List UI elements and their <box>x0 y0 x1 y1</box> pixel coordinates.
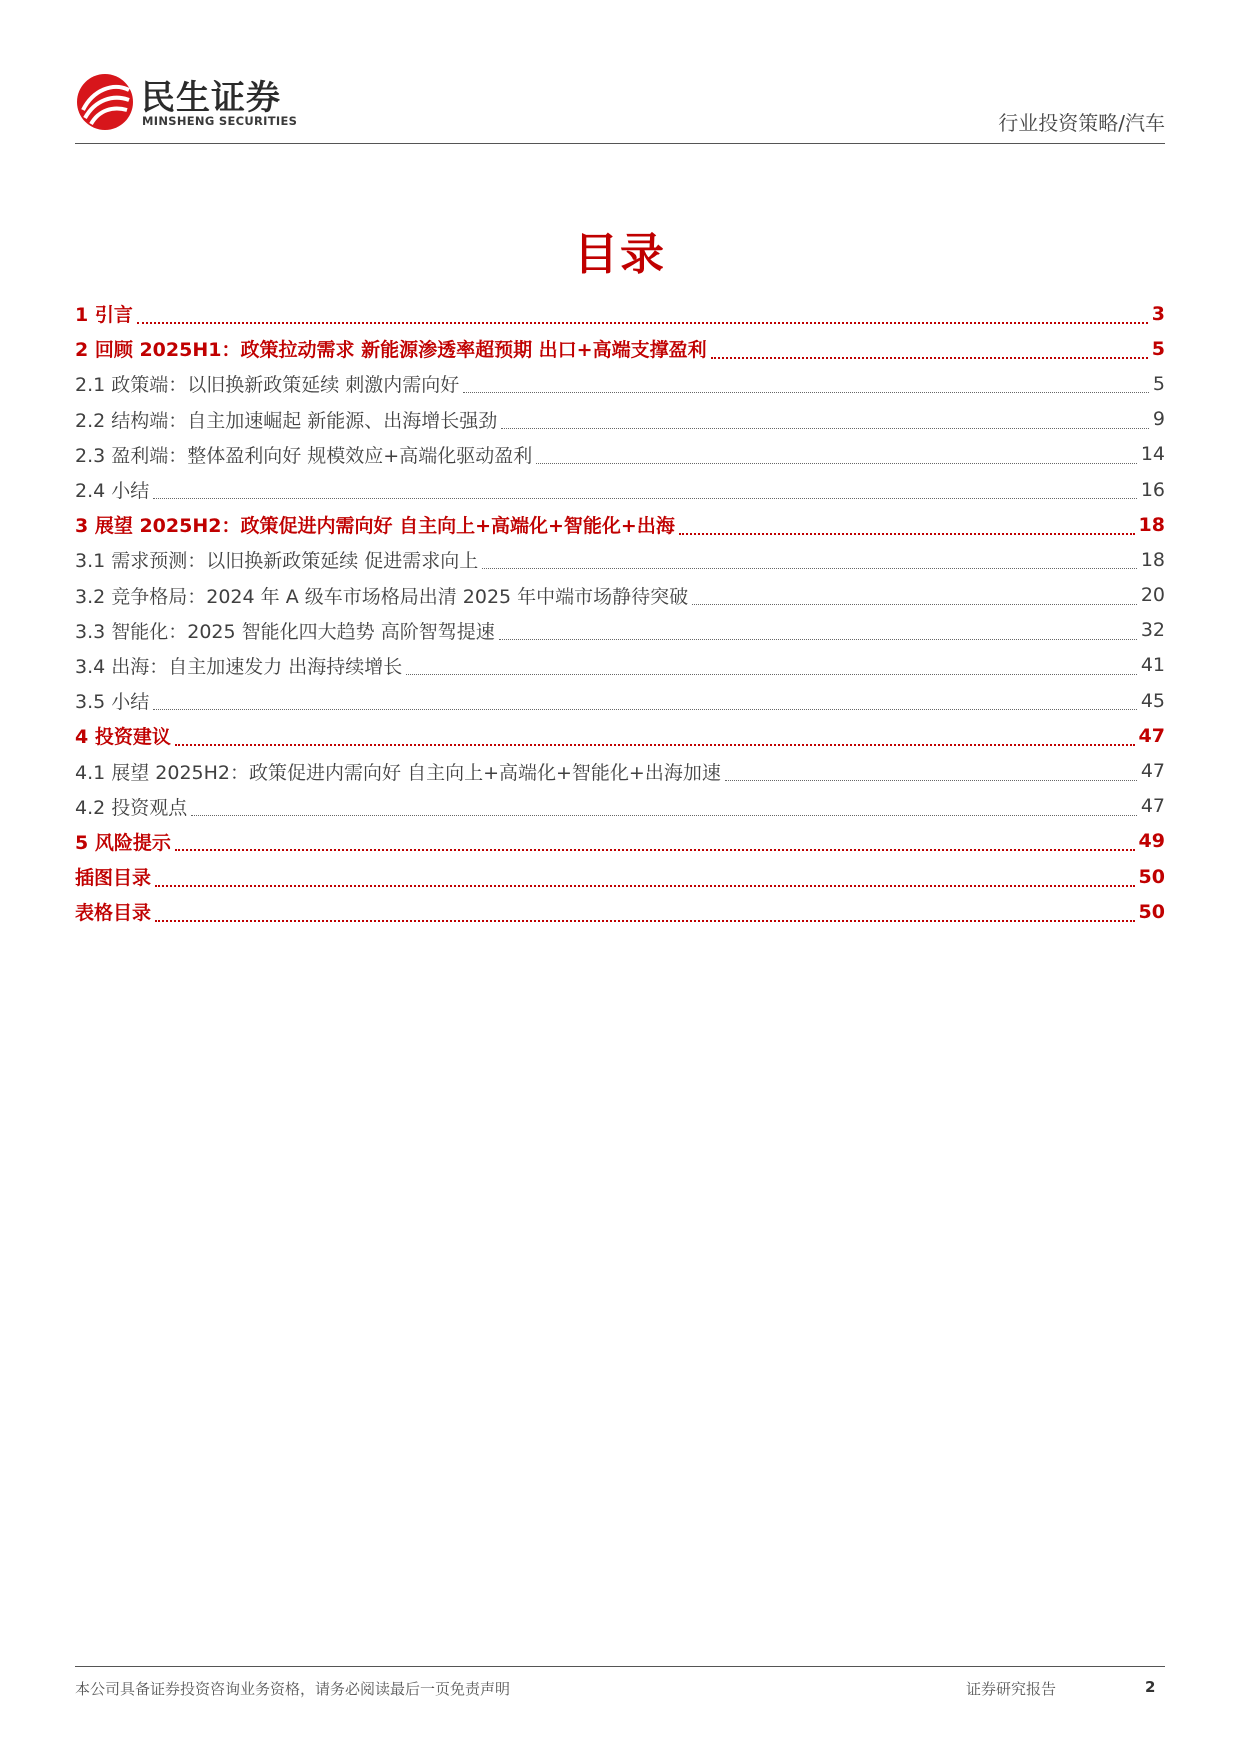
toc-entry-label[interactable]: 插图目录 <box>75 867 152 890</box>
report-category: 行业投资策略/汽车 <box>998 111 1165 135</box>
toc-entry-page[interactable]: 50 <box>1138 900 1165 923</box>
toc-leader-dots <box>191 815 1137 816</box>
toc-entry[interactable] <box>75 683 1165 718</box>
toc-leader-dots <box>501 428 1149 429</box>
toc-leader-dots <box>499 639 1137 640</box>
header-divider <box>75 143 1165 144</box>
toc-entry-label[interactable]: 3.5 小结 <box>75 691 150 714</box>
footer-disclaimer: 本公司具备证券投资咨询业务资格，请务必阅读最后一页免责声明 <box>75 1680 511 1698</box>
table-of-contents <box>75 296 1165 929</box>
toc-entry[interactable] <box>75 859 1165 894</box>
toc-entry-page[interactable]: 9 <box>1152 408 1165 431</box>
toc-entry[interactable] <box>75 613 1165 648</box>
toc-entry[interactable] <box>75 437 1165 472</box>
toc-entry-label[interactable]: 4.2 投资观点 <box>75 796 188 819</box>
toc-entry-label[interactable]: 2.2 结构端：自主加速崛起 新能源、出海增长强劲 <box>75 409 498 432</box>
page-title: 目录 <box>574 229 666 280</box>
toc-entry-label[interactable]: 2.3 盈利端：整体盈利向好 规模效应+高端化驱动盈利 <box>75 444 533 467</box>
toc-entry-label[interactable]: 表格目录 <box>75 902 152 925</box>
toc-entry[interactable] <box>75 366 1165 401</box>
toc-entry-page[interactable]: 45 <box>1140 689 1165 712</box>
toc-entry[interactable] <box>75 331 1165 366</box>
logo-chinese-name: 民生证券 <box>141 78 281 118</box>
toc-entry-page[interactable]: 47 <box>1140 795 1165 818</box>
minsheng-logo-icon <box>75 72 135 132</box>
toc-entry-page[interactable]: 47 <box>1140 760 1165 783</box>
toc-entry-label[interactable]: 4 投资建议 <box>75 726 171 749</box>
toc-entry-page[interactable]: 5 <box>1152 372 1165 395</box>
logo-english-name: MINSHENG SECURITIES <box>142 114 298 128</box>
toc-entry[interactable] <box>75 542 1165 577</box>
toc-entry-label[interactable]: 3.4 出海：自主加速发力 出海持续增长 <box>75 655 403 678</box>
toc-entry-label[interactable]: 1 引言 <box>75 304 133 327</box>
toc-entry-page[interactable]: 20 <box>1140 584 1165 607</box>
toc-leader-dots <box>679 533 1135 535</box>
toc-entry[interactable] <box>75 296 1165 331</box>
toc-entry[interactable] <box>75 894 1165 929</box>
toc-leader-dots <box>175 849 1135 851</box>
toc-entry-page[interactable]: 50 <box>1138 865 1165 888</box>
toc-leader-dots <box>175 744 1135 746</box>
toc-leader-dots <box>482 568 1137 569</box>
toc-entry-page[interactable]: 14 <box>1140 443 1165 466</box>
toc-leader-dots <box>692 604 1137 605</box>
toc-entry-label[interactable]: 3.2 竞争格局：2024 年 A 级车市场格局出清 2025 年中端市场静待突破 <box>75 585 689 608</box>
toc-leader-dots <box>536 463 1137 464</box>
toc-entry-page[interactable]: 49 <box>1138 830 1165 853</box>
toc-entry-label[interactable]: 4.1 展望 2025H2：政策促进内需向好 自主向上+高端化+智能化+出海加速 <box>75 761 721 784</box>
toc-entry[interactable] <box>75 472 1165 507</box>
toc-entry-label[interactable]: 2 回顾 2025H1：政策拉动需求 新能源渗透率超预期 出口+高端支撑盈利 <box>75 339 707 362</box>
toc-entry-label[interactable]: 5 风险提示 <box>75 831 171 854</box>
toc-leader-dots <box>725 780 1137 781</box>
toc-entry-label[interactable]: 3 展望 2025H2：政策促进内需向好 自主向上+高端化+智能化+出海 <box>75 515 675 538</box>
toc-leader-dots <box>153 498 1137 499</box>
company-logo <box>75 66 315 136</box>
toc-entry-page[interactable]: 32 <box>1140 619 1165 642</box>
toc-entry-page[interactable]: 18 <box>1140 548 1165 571</box>
page-number: 2 <box>1145 1678 1156 1696</box>
toc-leader-dots <box>153 709 1137 710</box>
footer-divider <box>75 1666 1165 1667</box>
toc-entry-page[interactable]: 5 <box>1151 337 1165 360</box>
toc-entry[interactable] <box>75 824 1165 859</box>
toc-entry[interactable] <box>75 648 1165 683</box>
toc-entry-label[interactable]: 3.3 智能化：2025 智能化四大趋势 高阶智驾提速 <box>75 620 495 643</box>
toc-leader-dots <box>463 392 1149 393</box>
toc-leader-dots <box>406 674 1137 675</box>
toc-leader-dots <box>137 322 1148 324</box>
page-header <box>75 66 1165 144</box>
footer-report-type: 证券研究报告 <box>966 1680 1057 1698</box>
toc-entry-page[interactable]: 16 <box>1140 478 1165 501</box>
toc-entry[interactable] <box>75 578 1165 613</box>
toc-leader-dots <box>155 920 1135 922</box>
toc-leader-dots <box>155 885 1135 887</box>
toc-entry-label[interactable]: 2.1 政策端：以旧换新政策延续 刺激内需向好 <box>75 374 460 397</box>
toc-entry[interactable] <box>75 718 1165 753</box>
toc-leader-dots <box>711 357 1148 359</box>
toc-entry-page[interactable]: 41 <box>1140 654 1165 677</box>
toc-entry-label[interactable]: 3.1 需求预测：以旧换新政策延续 促进需求向上 <box>75 550 479 573</box>
toc-entry-page[interactable]: 3 <box>1151 302 1165 325</box>
toc-entry-label[interactable]: 2.4 小结 <box>75 480 150 503</box>
toc-entry-page[interactable]: 18 <box>1138 513 1165 536</box>
toc-entry-page[interactable]: 47 <box>1138 724 1165 747</box>
toc-entry[interactable] <box>75 789 1165 824</box>
toc-entry[interactable] <box>75 402 1165 437</box>
toc-entry[interactable] <box>75 507 1165 542</box>
toc-entry[interactable] <box>75 753 1165 788</box>
